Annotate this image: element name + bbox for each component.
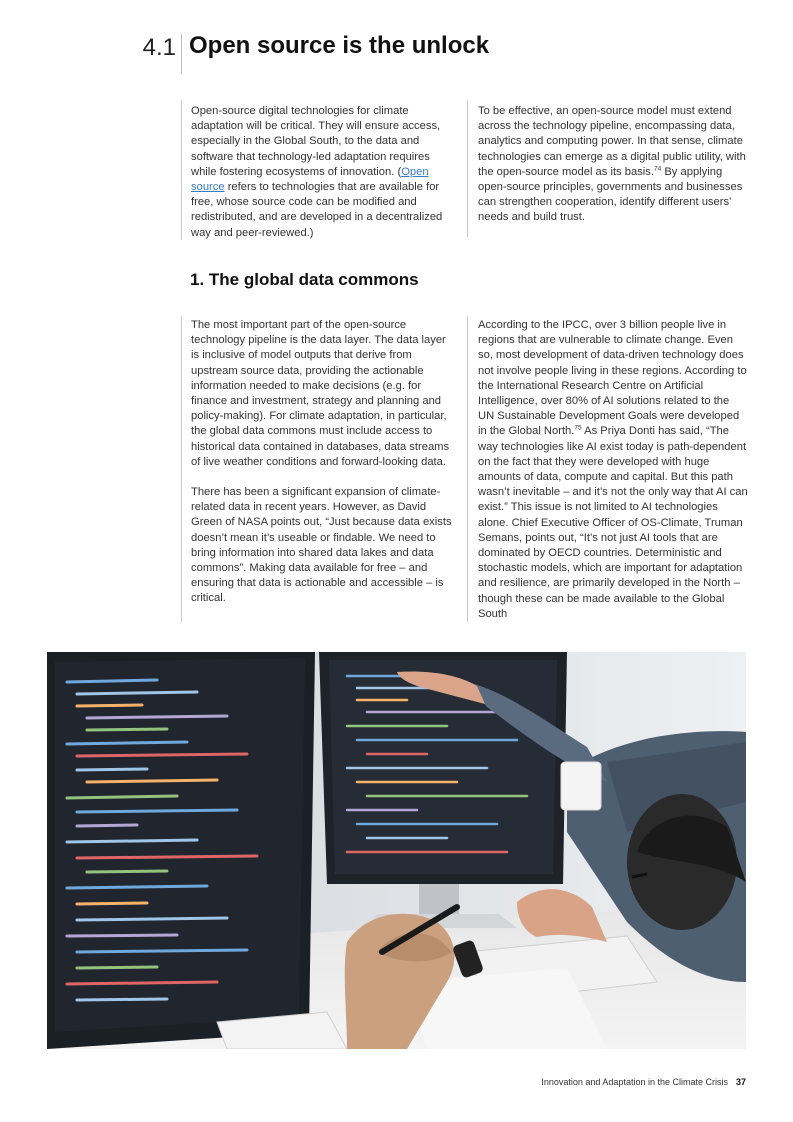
footnote-74[interactable]: 74 [654,165,662,173]
intro-right-paragraph [478,104,748,226]
section-header [0,28,793,68]
body-left-paragraph-2: There has been a significant expansion of climate-related data in recent years. However, as David Green of NASA points out, “Just because data exists doesn’t mean it’s useable or findable. We need to bring information into shared data lakes and data commons”. Making data available for free – and ensuring that data is actionable and accessible – is critical. [191,486,452,605]
intro-right-rule [467,100,468,237]
body-right-text-a: According to the IPCC, over 3 billion people live in regions that are vulnerable to climate change. Even so, most development of data-driven technology does not involve people living in these regions. According to the International Research Centre on Artificial Intelligence, over 80% of AI solutions related to the UN Sustainable Development Goals were developed in the Global North. [478,319,747,438]
intro-left-paragraph [191,104,453,241]
page-footer [541,1077,746,1087]
footer-title: Innovation and Adaptation in the Climate Crisis [541,1077,728,1087]
intro-left-rule [181,100,182,240]
body-left-rule [181,316,182,622]
open-source-link[interactable]: Open source [191,165,429,194]
developers-at-monitors-photo [47,652,746,1049]
section-number: 4.1 [142,34,176,61]
intro-left-text-b: refers to technologies that are available for free, whose source code can be modified and redistributed, and are developed in a decentralized way and peer-reviewed.) [191,181,443,239]
subsection-title: 1. The global data commons [190,270,419,289]
body-right-rule [467,316,468,622]
footnote-75[interactable]: 75 [574,424,582,432]
intro-right-text-b: By applying open-source principles, governments and businesses can strengthen cooperation, identify different users’ needs and build trust. [478,165,743,224]
body-left-paragraph-1: The most important part of the open-source technology pipeline is the data layer. The data layer is inclusive of model outputs that derive from upstream source data, providing the actionable information needed to make decisions (e.g. for finance and investment, strategy and planning and policy-making). For climate adaptation, in particular, the global data commons must include access to historical data contained in databases, data streams of live weather conditions and forward-looking data. [191,319,450,468]
intro-left-text-a: Open-source digital technologies for climate adaptation will be critical. They will ensure access, especially in the Global South, to the data and software that technology-led adaptation requires while fostering ecosystems of innovation. ( [191,105,441,178]
body-right-column [478,318,748,622]
intro-right-text-a: To be effective, an open-source model must extend across the technology pipeline, encompassing data, analytics and computing power. In that sense, climate technologies can emerge as a digital public utility, with the open-source model as its basis. [478,105,746,178]
body-right-text-b: As Priya Donti has said, “The way technologies like AI exist today is path-dependent on the fact that they were developed with huge amounts of data, compute and capital. But this path wasn’t inevitable – and it’s not the only way that AI can exist.” This issue is not limited to AI technologies alone. Chief Executive Officer of OS-Climate, Truman Semans, points out, “It’s not just AI tools that are dominated by OECD countries. Deterministic and stochastic models, which are important for adaptation and resilience, are primarily developed in the North – though these can be made available to the Global South [478,425,748,620]
header-divider [181,34,182,74]
photo-illustration [47,652,746,1049]
section-title: Open source is the unlock [189,32,490,59]
body-left-column [191,318,453,607]
page-number: 37 [735,1077,746,1087]
